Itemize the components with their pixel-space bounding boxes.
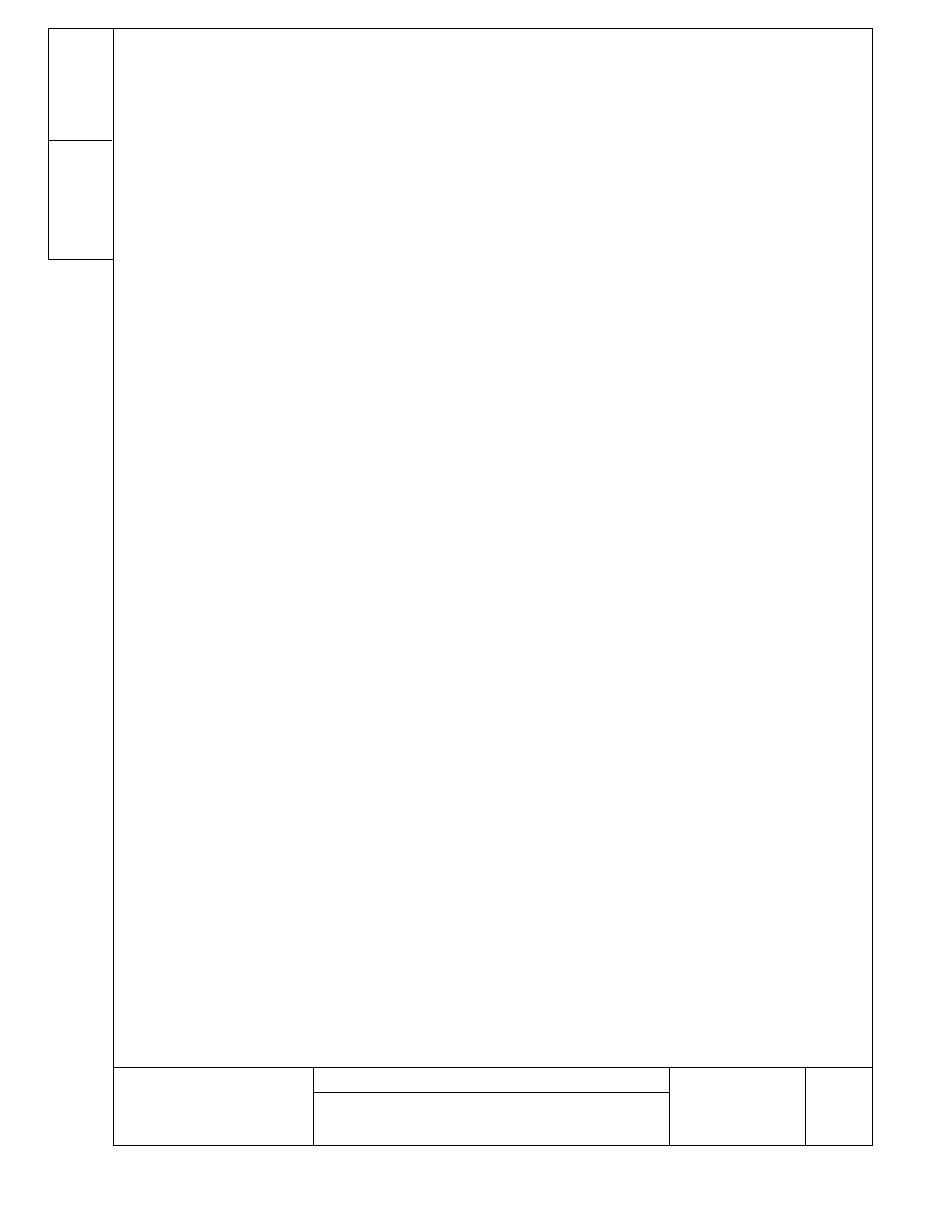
side-revision [72, 32, 92, 122]
page-frame [113, 28, 873, 1146]
title-block-divider [313, 1068, 314, 1145]
side-revision-block [48, 28, 114, 260]
title-block-divider [805, 1068, 806, 1145]
side-divider [49, 140, 112, 141]
title-block-hline [313, 1092, 669, 1093]
title-block-divider [669, 1068, 670, 1145]
title-block [113, 1067, 873, 1146]
